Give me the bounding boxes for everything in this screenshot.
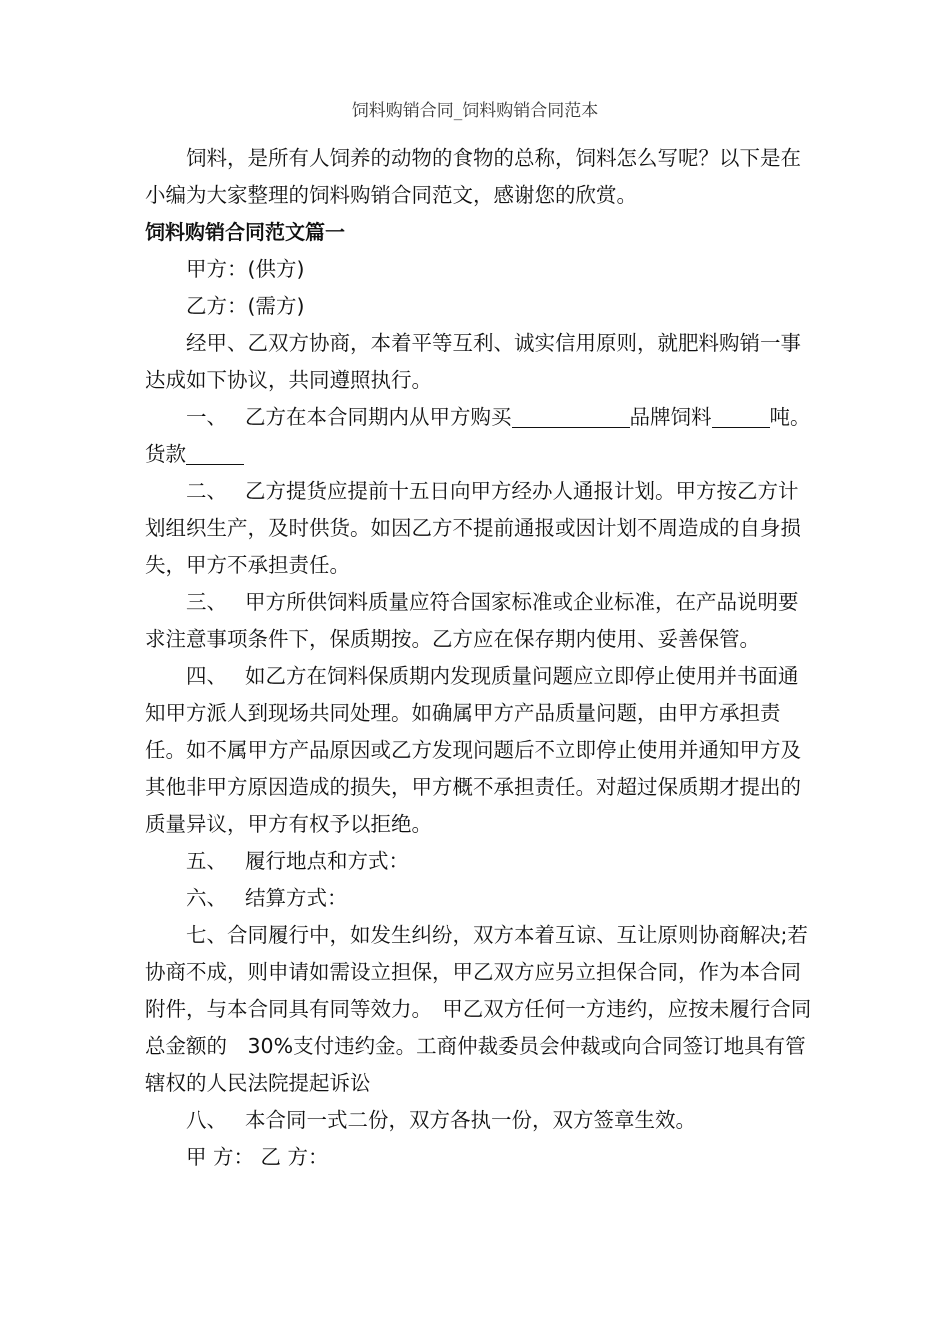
party-b-line: 乙方：(需方) [186, 294, 305, 318]
section-title: 饲料购销合同范文篇一 [145, 220, 345, 244]
clause-7: 七、合同履行中，如发生纠纷，双方本着互谅、互让原则协商解决;若协商不成，则申请如需设立担保，甲乙双方应另立担保合同，作为本合同附件，与本合同具有同等效力。 甲乙双方任何一方违约，应按未履行合同总金额的 30%支付违约金。工商仲裁委员会仲裁或向合同签订地具有管辖权的人民法院提起诉讼 [145, 923, 812, 1095]
clause-6 [145, 880, 815, 917]
clause-4-text: 如乙方在饲料保质期内发现质量问题应立即停止使用并书面通知甲方派人到现场共同处理。如确属甲方产品质量问题，由甲方承担责任。如不属甲方产品原因或乙方发现问题后不立即停止使用并通知甲方及其他非甲方原因造成的损失，甲方概不承担责任。对超过保质期才提出的质量异议，甲方有权予以拒绝。 [145, 664, 801, 836]
clause-3-number: 三、 [186, 590, 227, 614]
clause-2-number: 二、 [186, 479, 227, 503]
clause-6-text: 结算方式： [245, 886, 348, 910]
document-body [145, 140, 815, 1176]
clause-8-text: 本合同一式二份，双方各执一份，双方签章生效。 [245, 1108, 696, 1132]
page-header-title: 饲料购销合同_饲料购销合同范本 [351, 101, 599, 121]
clause-1 [145, 399, 815, 473]
clause-1-text-part1: 乙方在本合同期内从甲方购买 [245, 405, 512, 429]
clause-4 [145, 658, 815, 843]
clause-3 [145, 584, 815, 658]
clause-2 [145, 473, 815, 584]
blank-brand-field [512, 407, 630, 429]
party-a-line: 甲方：(供方) [186, 257, 305, 281]
clause-6-number: 六、 [186, 886, 227, 910]
blank-payment-field [186, 444, 244, 466]
intro-paragraph: 饲料，是所有人饲养的动物的食物的总称，饲料怎么写呢？以下是在小编为大家整理的饲料购销合同范文，感谢您的欣赏。 [145, 146, 801, 207]
clause-5-text: 履行地点和方式： [245, 849, 409, 873]
clause-8 [145, 1102, 815, 1139]
clause-3-text: 甲方所供饲料质量应符合国家标准或企业标准，在产品说明要求注意事项条件下，保质期按。乙方应在保存期内使用、妥善保管。 [145, 590, 799, 651]
clause-5 [145, 843, 815, 880]
clause-1-number: 一、 [186, 405, 227, 429]
clause-1-text-part2: 品牌饲料 [629, 405, 712, 429]
blank-quantity-field [712, 407, 770, 429]
clause-4-number: 四、 [186, 664, 227, 688]
signature-line: 甲 方： 乙 方： [186, 1145, 329, 1169]
clause-1-text-part3: 吨。货款 [145, 405, 811, 466]
clause-2-text: 乙方提货应提前十五日向甲方经办人通报计划。甲方按乙方计划组织生产，及时供货。如因乙方不提前通报或因计划不周造成的自身损失，甲方不承担责任。 [145, 479, 801, 577]
clause-8-number: 八、 [186, 1108, 227, 1132]
preamble-paragraph: 经甲、乙双方协商，本着平等互利、诚实信用原则，就肥料购销一事达成如下协议，共同遵照执行。 [145, 331, 801, 392]
clause-5-number: 五、 [186, 849, 227, 873]
